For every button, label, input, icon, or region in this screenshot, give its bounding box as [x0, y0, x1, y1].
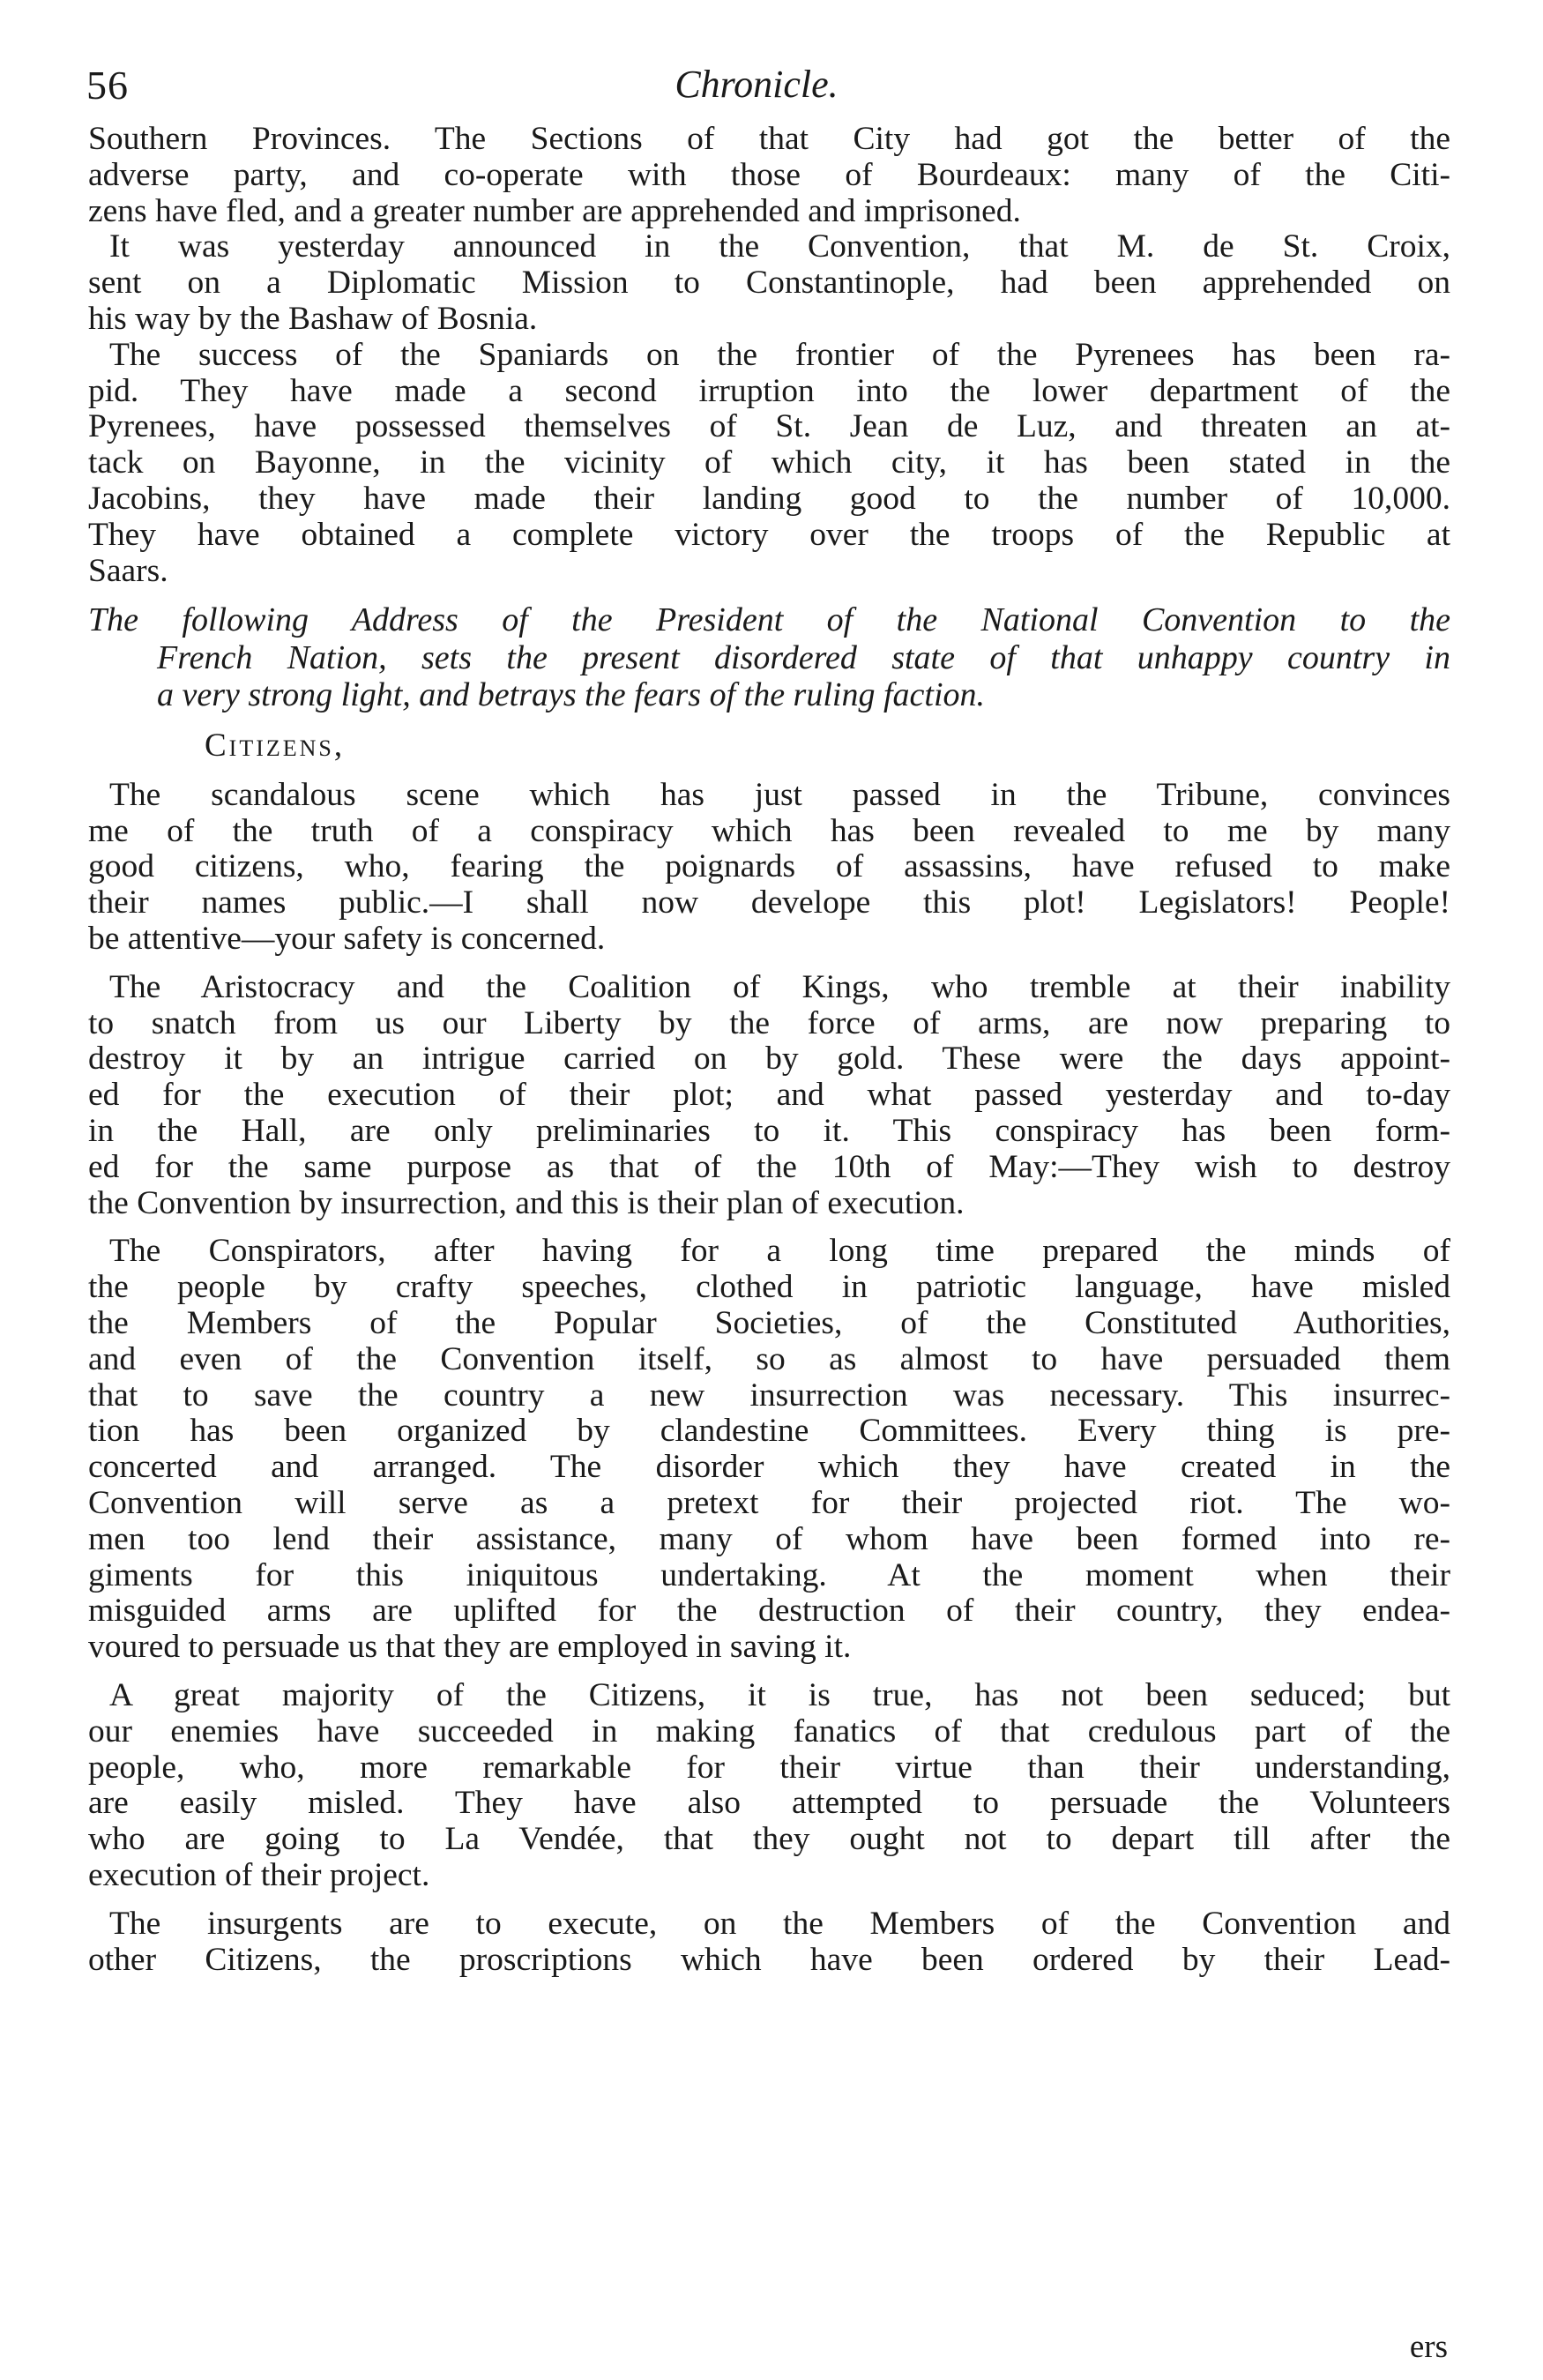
running-title: Chronicle.	[675, 63, 839, 106]
text-line: misguided arms are uplifted for the destruction of their country, they endea-	[88, 1593, 1450, 1630]
text-line: The Conspirators, after having for a long time prepared the minds of	[109, 1233, 1450, 1270]
text-line: his way by the Bashaw of Bosnia.	[88, 300, 538, 337]
text-line: Jacobins, they have made their landing good to the number of 10,000.	[88, 480, 1450, 517]
text-line: tion has been organized by clandestine Committees. Every thing is pre-	[88, 1413, 1450, 1450]
text-line: a very strong light, and betrays the fears of the ruling faction.	[157, 676, 985, 714]
text-line: pid. They have made a second irruption into the lower department of the	[88, 372, 1450, 409]
salutation: Citizens,	[205, 727, 346, 764]
text-line: me of the truth of a conspiracy which has been revealed to me by many	[88, 812, 1450, 849]
text-line: ed for the same purpose as that of the 10th of May:—They wish to destroy	[88, 1148, 1450, 1185]
text-line: A great majority of the Citizens, it is true, has not been seduced; but	[109, 1676, 1450, 1713]
text-line: voured to persuade us that they are employed in saving it.	[88, 1629, 852, 1666]
text-line: adverse party, and co-operate with those of Bourdeaux: many of the Citi-	[88, 156, 1450, 193]
text-line: sent on a Diplomatic Mission to Constantinople, had been apprehended on	[88, 265, 1450, 302]
paragraph-scandalous-scene	[88, 778, 1450, 958]
text-line: good citizens, who, fearing the poignards of assassins, have refused to make	[88, 848, 1450, 885]
text-line: and even of the Convention itself, so as almost to have persuaded them	[88, 1340, 1450, 1377]
text-line: The following Address of the President of the National Convention to the	[88, 601, 1450, 639]
text-line: giments for this iniquitous undertaking. At the moment when their	[88, 1556, 1450, 1593]
text-line: in the Hall, are only preliminaries to it. This conspiracy has been form-	[88, 1113, 1450, 1150]
text-line: concerted and arranged. The disorder which they have created in the	[88, 1449, 1450, 1486]
text-line: The Aristocracy and the Coalition of Kings, who tremble at their inability	[109, 968, 1450, 1005]
text-line: The success of the Spaniards on the frontier of the Pyrenees has been ra-	[109, 336, 1450, 373]
paragraph-insurgents	[88, 1906, 1450, 1979]
text-line: that to save the country a new insurrection was necessary. This insurrec-	[88, 1377, 1450, 1414]
text-line: It was yesterday announced in the Convention, that M. de St. Croix,	[109, 228, 1450, 265]
text-line: execution of their project.	[88, 1856, 430, 1893]
text-line: other Citizens, the proscriptions which have been ordered by their Lead-	[88, 1941, 1450, 1978]
text-line: The insurgents are to execute, on the Members of the Convention and	[109, 1905, 1450, 1942]
text-line: Pyrenees, have possessed themselves of St. Jean de Luz, and threaten an at-	[88, 408, 1450, 445]
text-line: to snatch from us our Liberty by the force of arms, are now preparing to	[88, 1004, 1450, 1041]
text-line: who are going to La Vendée, that they ought not to depart till after the	[88, 1821, 1450, 1858]
text-line: Southern Provinces. The Sections of that City had got the better of the	[88, 121, 1450, 157]
text-line: are easily misled. They have also attempted to persuade the Volunteers	[88, 1785, 1450, 1822]
text-line: destroy it by an intrigue carried on by gold. These were the days appoint-	[88, 1041, 1450, 1078]
text-line: people, who, more remarkable for their virtue than their understanding,	[88, 1749, 1450, 1786]
text-line: the Convention by insurrection, and this is their plan of execution.	[88, 1184, 965, 1221]
page-number: 56	[86, 63, 129, 108]
text-line: zens have fled, and a greater number are apprehended and imprisoned.	[88, 192, 1021, 229]
paragraph-conspirators	[88, 1234, 1450, 1666]
italic-introduction	[88, 601, 1450, 714]
text-line: French Nation, sets the present disordered state of that unhappy country in	[157, 638, 1450, 676]
paragraph-majority	[88, 1678, 1450, 1894]
text-line: Saars.	[88, 552, 168, 589]
body-text	[88, 122, 1450, 1978]
paragraph-spaniards	[88, 338, 1450, 590]
text-line: tack on Bayonne, in the vicinity of which city, it has been stated in the	[88, 444, 1450, 481]
paragraph-southern-provinces	[88, 122, 1450, 229]
paragraph-st-croix	[88, 229, 1450, 337]
page-header	[86, 62, 1427, 123]
text-line: ed for the execution of their plot; and what passed yesterday and to-day	[88, 1077, 1450, 1114]
text-line: the Members of the Popular Societies, of the Constituted Authorities,	[88, 1305, 1450, 1342]
catchword: ers	[1409, 2329, 1448, 2365]
paragraph-aristocracy	[88, 970, 1450, 1222]
text-line: They have obtained a complete victory over the troops of the Republic at	[88, 516, 1450, 553]
text-line: our enemies have succeeded in making fanatics of that credulous part of the	[88, 1712, 1450, 1750]
text-line: The scandalous scene which has just passed in the Tribune, convinces	[109, 776, 1450, 813]
text-line: men too lend their assistance, many of whom have been formed into re-	[88, 1520, 1450, 1557]
text-line: the people by crafty speeches, clothed in patriotic language, have misled	[88, 1269, 1450, 1306]
text-line: be attentive—your safety is concerned.	[88, 921, 606, 958]
text-line: their names public.—I shall now develope this plot! Legislators! People!	[88, 884, 1450, 921]
text-line: Convention will serve as a pretext for their projected riot. The wo-	[88, 1485, 1450, 1521]
